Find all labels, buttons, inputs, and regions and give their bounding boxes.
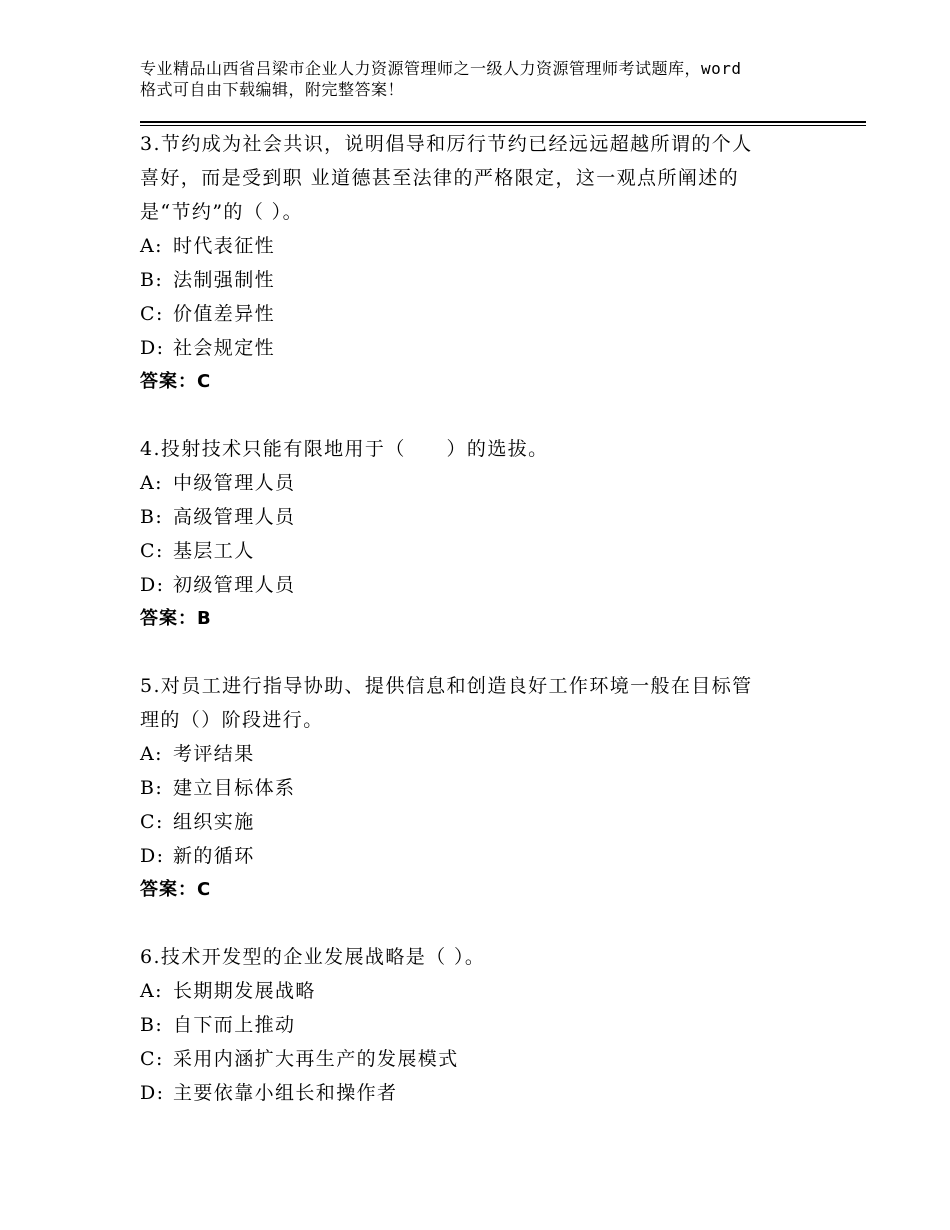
option-b bbox=[140, 771, 820, 805]
option-letter: D: bbox=[140, 1082, 165, 1104]
option-letter: D: bbox=[140, 574, 165, 596]
question-3 bbox=[140, 127, 820, 399]
option-b bbox=[140, 263, 820, 297]
option-c bbox=[140, 297, 820, 331]
option-letter: D: bbox=[140, 845, 165, 867]
option-text: 初级管理人员 bbox=[173, 574, 296, 596]
option-text: 价值差异性 bbox=[173, 303, 276, 325]
option-letter: C: bbox=[140, 811, 164, 833]
option-c bbox=[140, 805, 820, 839]
question-4 bbox=[140, 432, 820, 636]
option-letter: B: bbox=[140, 1014, 164, 1036]
option-a bbox=[140, 737, 820, 771]
option-letter: C: bbox=[140, 540, 164, 562]
option-text: 自下而上推动 bbox=[173, 1014, 296, 1036]
question-stem-line: 是“节约”的（ ）。 bbox=[140, 201, 303, 223]
option-a bbox=[140, 466, 820, 500]
option-text: 组织实施 bbox=[173, 811, 255, 833]
option-a bbox=[140, 229, 820, 263]
option-text: 社会规定性 bbox=[173, 337, 276, 359]
question-stem-line: 3.节约成为社会共识，说明倡导和厉行节约已经远远超越所谓的个人 bbox=[140, 133, 753, 155]
option-c bbox=[140, 1042, 820, 1076]
header-divider-thick bbox=[140, 121, 866, 123]
document-header bbox=[140, 58, 830, 100]
option-letter: A: bbox=[140, 980, 163, 1002]
header-line-2: 格式可自由下载编辑，附完整答案！ bbox=[140, 80, 405, 99]
option-letter: B: bbox=[140, 506, 164, 528]
option-letter: A: bbox=[140, 743, 163, 765]
option-text: 主要依靠小组长和操作者 bbox=[173, 1082, 398, 1104]
question-5 bbox=[140, 669, 820, 907]
option-text: 时代表征性 bbox=[173, 235, 276, 257]
option-letter: B: bbox=[140, 269, 164, 291]
option-text: 长期期发展战略 bbox=[173, 980, 316, 1002]
question-stem-line: 4.投射技术只能有限地用于（ ）的选拔。 bbox=[140, 438, 549, 460]
option-d bbox=[140, 568, 820, 602]
question-stem-line: 理的（）阶段进行。 bbox=[140, 709, 324, 731]
option-d bbox=[140, 839, 820, 873]
option-letter: D: bbox=[140, 337, 165, 359]
option-letter: C: bbox=[140, 1048, 164, 1070]
option-text: 新的循环 bbox=[173, 845, 255, 867]
option-a bbox=[140, 974, 820, 1008]
header-line-1: 专业精品山西省吕梁市企业人力资源管理师之一级人力资源管理师考试题库，word bbox=[140, 59, 742, 78]
option-letter: C: bbox=[140, 303, 164, 325]
question-stem-line: 5.对员工进行指导协助、提供信息和创造良好工作环境一般在目标管 bbox=[140, 675, 753, 697]
option-d bbox=[140, 331, 820, 365]
option-text: 采用内涵扩大再生产的发展模式 bbox=[173, 1048, 459, 1070]
question-stem-line: 喜好，而是受到职 业道德甚至法律的严格限定，这一观点所阐述的 bbox=[140, 167, 740, 189]
header-divider-thin bbox=[140, 125, 866, 126]
option-b bbox=[140, 1008, 820, 1042]
question-6 bbox=[140, 940, 820, 1110]
question-stem-line: 6.技术开发型的企业发展战略是（ ）。 bbox=[140, 946, 486, 968]
option-b bbox=[140, 500, 820, 534]
answer-line: 答案：C bbox=[140, 879, 212, 900]
option-text: 考评结果 bbox=[173, 743, 255, 765]
option-text: 中级管理人员 bbox=[173, 472, 296, 494]
option-letter: A: bbox=[140, 472, 163, 494]
option-text: 高级管理人员 bbox=[173, 506, 296, 528]
option-text: 建立目标体系 bbox=[173, 777, 296, 799]
option-c bbox=[140, 534, 820, 568]
option-text: 基层工人 bbox=[173, 540, 255, 562]
option-d bbox=[140, 1076, 820, 1110]
answer-line: 答案：C bbox=[140, 371, 212, 392]
option-letter: A: bbox=[140, 235, 163, 257]
answer-line: 答案：B bbox=[140, 608, 212, 629]
option-letter: B: bbox=[140, 777, 164, 799]
question-list bbox=[140, 127, 820, 1143]
option-text: 法制强制性 bbox=[173, 269, 276, 291]
